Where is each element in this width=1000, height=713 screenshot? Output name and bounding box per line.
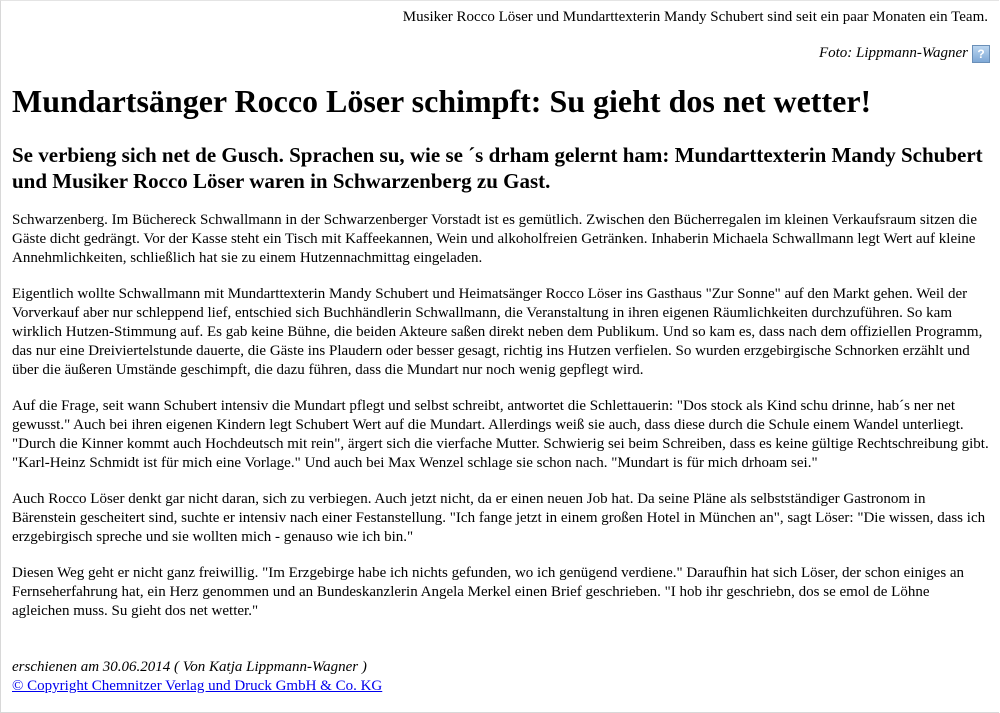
article-footer <box>12 658 990 696</box>
photo-credit-text: Foto: Lippmann-Wagner <box>818 45 968 61</box>
article-paragraph: Diesen Weg geht er nicht ganz freiwillig. "Im Erzgebirge habe ich nichts gefunden, wo ich genügend verdiene." Daraufhin hat sich Löser, der schon einiges an Fernseherfahrung hat, ein Herz genommen und an Bundeskanzlerin Angela Merkel einen Brief geschrieben. "I hob ihr geschriebn, dos se emol de Löhne agleichen muss. Su gieht dos net wetter." <box>12 565 965 619</box>
copyright-link[interactable]: © Copyright Chemnitzer Verlag und Druck GmbH & Co. KG <box>12 678 383 694</box>
help-icon[interactable]: ? <box>972 45 990 63</box>
article-subheadline: Se verbieng sich net de Gusch. Sprachen su, wie se ´s drham gelernt ham: Mundarttexterin Mandy Schubert und Musiker Rocco Löser waren in Schwarzenberg zu Gast. <box>12 143 983 193</box>
article-paragraph: Auch Rocco Löser denkt gar nicht daran, sich zu verbiegen. Auch jetzt nicht, da er einen neuen Job hat. Da seine Pläne als selbstständiger Gastronom in Bärenstein gescheitert sind, suchte er intensiv nach einer Festanstellung. "Ich fange jetzt in einem großen Hotel in München an", sagt Löser: "Die wissen, dass ich erzgebirgisch spreche und sie wollten mich - genauso wie ich bin." <box>12 491 986 545</box>
article-headline: Mundartsänger Rocco Löser schimpft: Su gieht dos net wetter! <box>12 83 872 119</box>
article-paragraph: Auf die Frage, seit wann Schubert intensiv die Mundart pflegt und selbst schreibt, antwortet die Schlettauerin: "Dos stock als Kind schu drinne, hab´s ner net gewusst." Auch bei ihren eigenen Kindern legt Schubert Wert auf die Mundart. Allerdings weiß sie auch, dass diese durch die Schule einem Wandel unterliegt. "Durch die Kinner kommt auch Hochdeutsch mit rein", ärgert sich die vierfache Mutter. Schwierig sei beim Schreiben, dass es keine gültige Rechtschreibung gibt. "Karl-Heinz Schmidt ist für mich eine Vorlage." Und auch bei Max Wenzel schlage sie schon nach. "Mundart is für mich drhoam sei." <box>12 398 989 471</box>
photo-caption: Musiker Rocco Löser und Mundarttexterin Mandy Schubert sind seit ein paar Monaten ein Team. <box>402 9 988 25</box>
publication-info: erschienen am 30.06.2014 ( Von Katja Lippmann-Wagner ) <box>12 659 367 675</box>
article <box>12 82 990 696</box>
article-paragraph: Schwarzenberg. Im Büchereck Schwallmann in der Schwarzenberger Vorstadt ist es gemütlich. Zwischen den Bücherregalen im kleinen Verkaufsraum sitzen die Gäste dicht gedrängt. Vor der Kasse steht ein Tisch mit Kaffeekannen, Wein und alkoholfreien Getränken. Inhaberin Michaela Schwallmann legt Wert auf kleine Annehmlichkeiten, schließlich hat sie zu einem Hutzennachmittag eingeladen. <box>12 212 977 266</box>
article-paragraph: Eigentlich wollte Schwallmann mit Mundarttexterin Mandy Schubert und Heimatsänger Rocco Löser ins Gasthaus "Zur Sonne" auf den Markt gehen. Weil der Vorverkauf aber nur schleppend lief, entschied sich Buchhändlerin Schwallmann, die Veranstaltung in ihren eigenen Räumlichkeiten durchzuführen. So kam wirklich Hutzen-Stimmung auf. Es gab keine Bühne, die beiden Akteure saßen direkt neben dem Publikum. Und so kam es, dass nach dem offiziellen Programm, das nur eine Dreiviertelstunde dauerte, die Gäste ins Plaudern oder besser gesagt, richtig ins Hutzen verfielen. So wurden erzgebirgische Schnorken erzählt und über die äußeren Umstände geschimpft, die dazu führen, dass die Mundart nur noch wenig gepflegt wird. <box>12 286 983 378</box>
photo-credit <box>819 44 990 63</box>
